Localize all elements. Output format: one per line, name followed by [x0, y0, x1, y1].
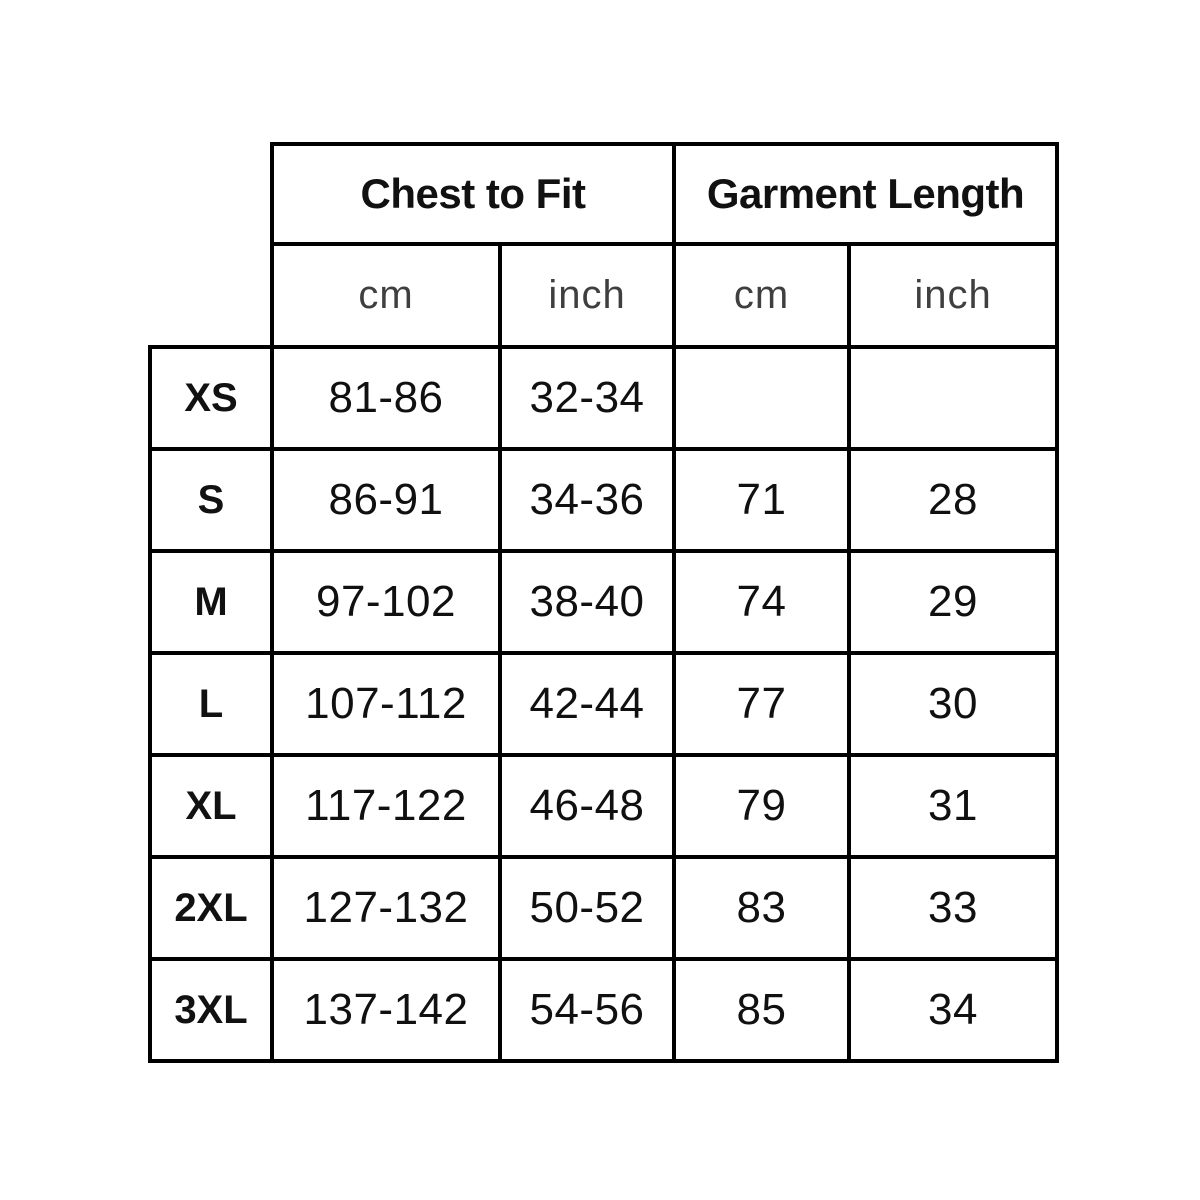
value-chest-inch: 32-34 — [500, 347, 674, 449]
value-chest-cm: 97-102 — [272, 551, 500, 653]
table-row-3xl — [150, 959, 1057, 1061]
value-length-cm: 83 — [674, 857, 849, 959]
table-row-l — [150, 653, 1057, 755]
unit-header-length-inch: inch — [849, 244, 1057, 347]
size-label: M — [150, 551, 272, 653]
table-row-2xl — [150, 857, 1057, 959]
value-chest-cm: 117-122 — [272, 755, 500, 857]
value-chest-cm: 107-112 — [272, 653, 500, 755]
unit-header-chest-cm: cm — [272, 244, 500, 347]
value-length-inch — [849, 347, 1057, 449]
table-row-s — [150, 449, 1057, 551]
column-group-chest: Chest to Fit — [272, 144, 674, 244]
value-chest-inch: 46-48 — [500, 755, 674, 857]
table-row-m — [150, 551, 1057, 653]
group-header-row — [150, 144, 1057, 244]
size-label: XL — [150, 755, 272, 857]
value-length-inch: 34 — [849, 959, 1057, 1061]
size-label: XS — [150, 347, 272, 449]
size-chart-table — [148, 142, 1059, 1063]
value-chest-cm: 86-91 — [272, 449, 500, 551]
value-length-cm: 74 — [674, 551, 849, 653]
value-length-cm: 79 — [674, 755, 849, 857]
unit-header-row — [150, 244, 1057, 347]
value-length-cm: 77 — [674, 653, 849, 755]
value-length-inch: 29 — [849, 551, 1057, 653]
value-chest-cm: 137-142 — [272, 959, 500, 1061]
value-chest-cm: 127-132 — [272, 857, 500, 959]
value-chest-inch: 50-52 — [500, 857, 674, 959]
value-length-inch: 33 — [849, 857, 1057, 959]
table-row-xl — [150, 755, 1057, 857]
table-row-xs — [150, 347, 1057, 449]
unit-header-chest-inch: inch — [500, 244, 674, 347]
value-length-inch: 31 — [849, 755, 1057, 857]
value-chest-inch: 42-44 — [500, 653, 674, 755]
value-chest-inch: 34-36 — [500, 449, 674, 551]
value-chest-inch: 38-40 — [500, 551, 674, 653]
value-length-cm — [674, 347, 849, 449]
value-length-cm: 85 — [674, 959, 849, 1061]
value-length-inch: 28 — [849, 449, 1057, 551]
value-chest-inch: 54-56 — [500, 959, 674, 1061]
table-corner-spacer — [150, 144, 272, 347]
value-chest-cm: 81-86 — [272, 347, 500, 449]
size-label: 3XL — [150, 959, 272, 1061]
value-length-inch: 30 — [849, 653, 1057, 755]
unit-header-length-cm: cm — [674, 244, 849, 347]
size-label: 2XL — [150, 857, 272, 959]
size-label: L — [150, 653, 272, 755]
size-label: S — [150, 449, 272, 551]
column-group-garment-length: Garment Length — [674, 144, 1057, 244]
value-length-cm: 71 — [674, 449, 849, 551]
